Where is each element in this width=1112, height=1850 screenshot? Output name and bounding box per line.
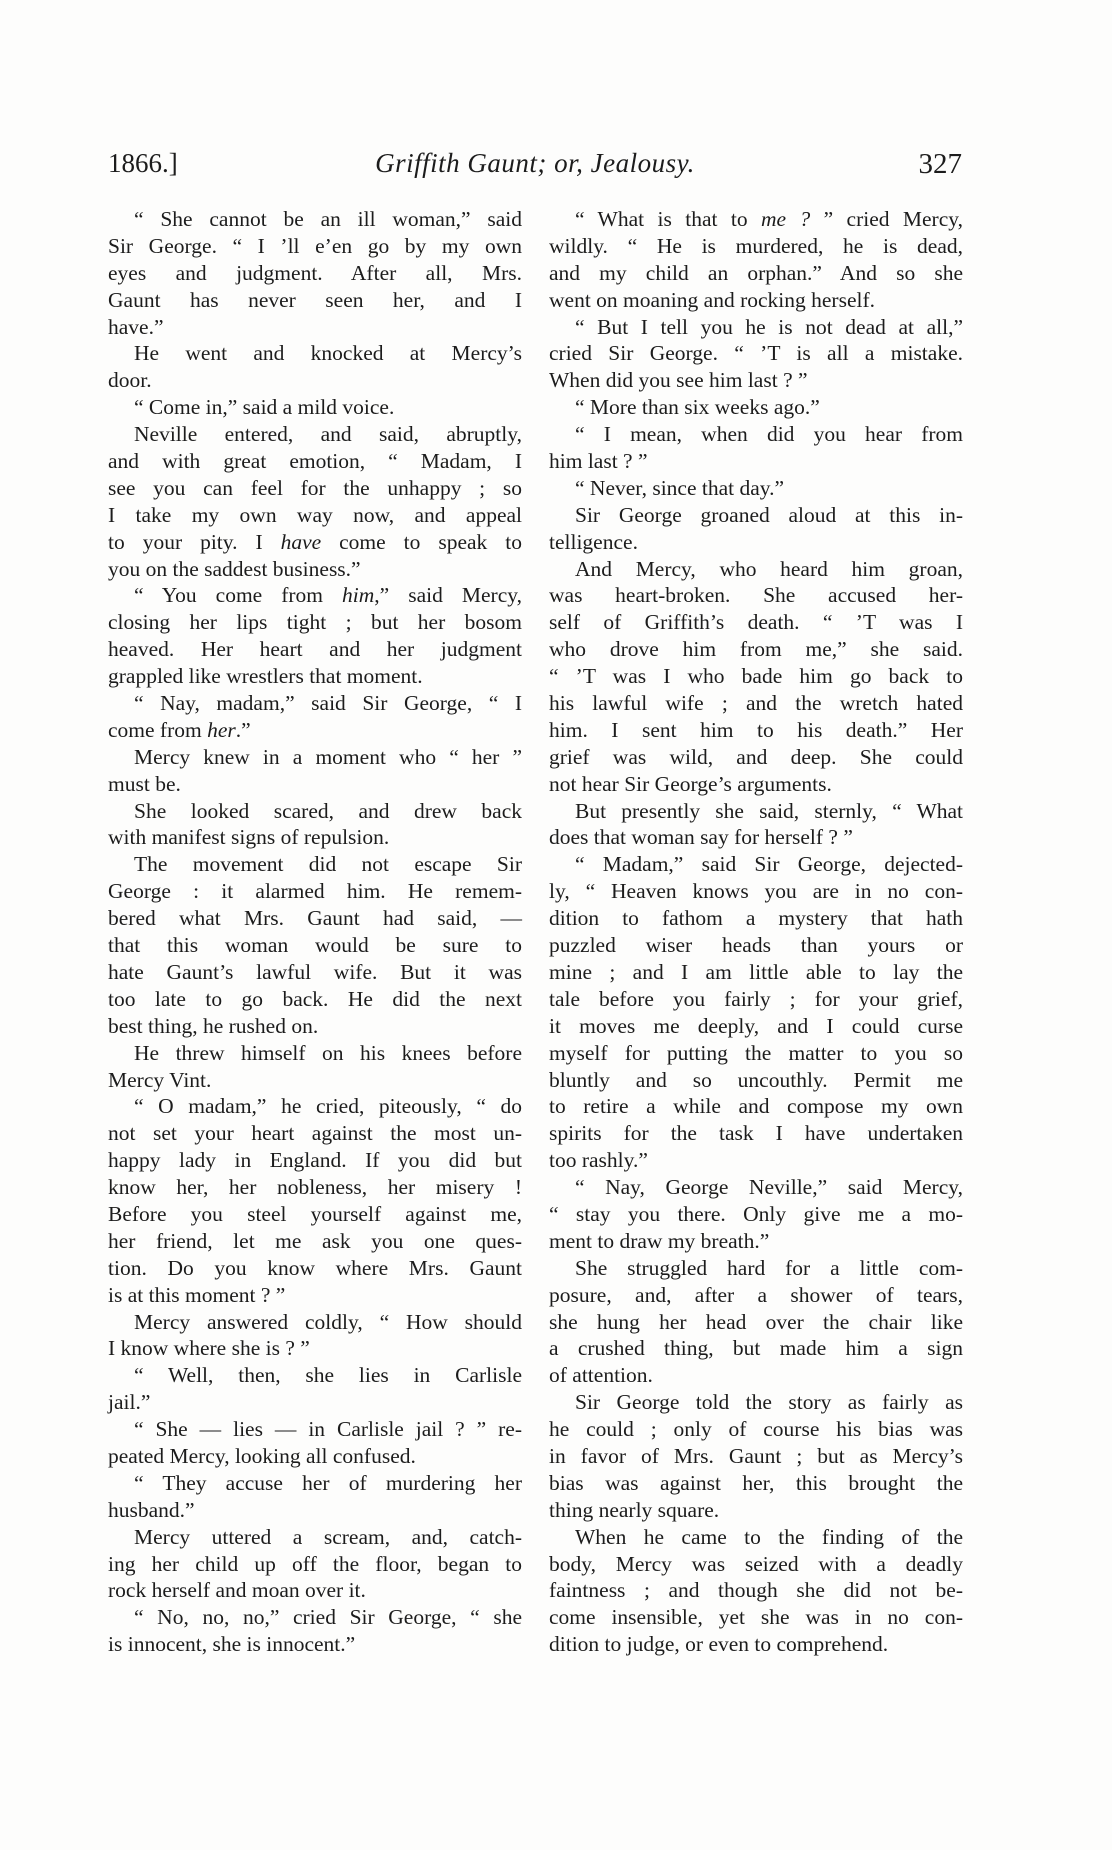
paragraph [108,1362,522,1416]
text-line: Sir George. “ I ’ll e’en go by my own [108,233,522,258]
text-line: Sir George told the story as fairly as [575,1390,963,1415]
page-number: 327 [918,148,962,180]
paragraph [549,1174,963,1255]
text-line: of attention. [549,1363,653,1388]
text-line: with manifest signs of repulsion. [108,825,390,850]
text-line: her friend, let me ask you one ques- [108,1228,522,1253]
text-line: peated Mercy, looking all confused. [108,1443,416,1468]
text-line: He threw himself on his knees before [134,1040,522,1065]
text-line: best thing, he rushed on. [108,1013,319,1038]
text-line: Sir George groaned aloud at this in- [575,502,963,527]
text-line: is innocent, she is innocent.” [108,1632,356,1657]
text-line: not hear Sir George’s arguments. [549,771,832,796]
paragraph [549,502,963,556]
text-line: “ Nay, madam,” said Sir George, “ I [134,691,522,716]
text-column-right [549,206,963,1658]
text-line: The movement did not escape Sir [134,852,522,877]
text-line: is at this moment ? ” [108,1282,286,1307]
paragraph [549,1389,963,1523]
text-line: went on moaning and rocking herself. [549,287,875,312]
text-line: ing her child up off the floor, began to [108,1551,522,1576]
paragraph [108,1416,522,1470]
text-line: door. [108,368,152,393]
header-year: 1866.] [108,148,178,178]
text-line: I take my own way now, and appeal [108,502,522,527]
text-line: I know where she is ? ” [108,1336,310,1361]
text-line: George : it alarmed him. He remem- [108,879,522,904]
text-line: mine ; and I am little able to lay the [549,959,963,984]
text-line: “ Nay, George Neville,” said Mercy, [575,1175,963,1200]
text-line: “ But I tell you he is not dead at all,” [575,314,963,339]
text-line: was heart-broken. She accused her- [549,583,963,608]
text-line: in favor of Mrs. Gaunt ; but as Mercy’s [549,1443,963,1468]
text-line: heaved. Her heart and her judgment [108,637,522,662]
paragraph [108,1093,522,1308]
text-line: spirits for the task I have undertaken [549,1121,963,1146]
italic-text: have [280,529,322,554]
text-line: “ No, no, no,” cried Sir George, “ she [134,1605,522,1630]
text-segment: to your pity. I [108,529,281,554]
text-line: posure, and, after a shower of tears, [549,1282,963,1307]
paragraph [108,1309,522,1363]
text-line: come insensible, yet she was in no con- [549,1605,963,1630]
italic-text: her [207,717,236,742]
text-segment: “ You come from [134,583,343,608]
text-line: see you can feel for the unhappy ; so [108,475,522,500]
paragraph [108,1470,522,1524]
text-line: does that woman say for herself ? ” [549,825,853,850]
text-line: “ They accuse her of murdering her [134,1470,522,1495]
paragraph [108,340,522,394]
paragraph [549,206,963,314]
text-line: husband.” [108,1497,195,1522]
text-line: bluntly and so uncouthly. Permit me [549,1067,963,1092]
text-line: bias was against her, this brought the [549,1470,963,1495]
paragraph [108,1524,522,1605]
text-line: jail.” [108,1390,151,1415]
paragraph [549,556,963,798]
text-line: who drove him from me,” she said. [549,637,963,662]
text-line: grappled like wrestlers that moment. [108,664,423,689]
text-line: too late to go back. He did the next [108,986,522,1011]
text-line: faintness ; and though she did not be- [549,1578,963,1603]
text-line: ment to draw my breath.” [549,1228,770,1253]
paragraph [549,1255,963,1389]
text-line: She struggled hard for a little com- [575,1255,963,1280]
paragraph [108,394,522,421]
paragraph [549,421,963,475]
running-header [108,148,962,188]
paragraph [108,798,522,852]
text-line: “ More than six weeks ago.” [575,395,820,420]
text-line: Mercy Vint. [108,1067,212,1092]
text-line [549,206,963,233]
text-line: too rashly.” [549,1148,648,1173]
text-line: wildly. “ He is murdered, he is dead, [549,233,963,258]
text-line: And Mercy, who heard him groan, [575,556,963,581]
text-line: his lawful wife ; and the wretch hated [549,691,963,716]
text-line: ly, “ Heaven knows you are in no con- [549,879,963,904]
text-segment: ,” said Mercy, [374,583,522,608]
text-line: have.” [108,314,164,339]
text-line: “ She — lies — in Carlisle jail ? ” re- [134,1417,522,1442]
text-line: “ Never, since that day.” [575,475,785,500]
paragraph [108,421,522,582]
text-line: him. I sent him to his death.” Her [549,717,963,742]
text-line: body, Mercy was seized with a deadly [549,1551,963,1576]
text-line: self of Griffith’s death. “ ’T was I [549,610,963,635]
paragraph [549,798,963,852]
text-line: But presently she said, sternly, “ What [575,798,963,823]
text-line: bered what Mrs. Gaunt had said, — [108,906,522,931]
italic-text: me ? [760,207,811,231]
text-line: When he came to the finding of the [575,1524,963,1549]
text-line: “ O madam,” he cried, piteously, “ do [134,1094,522,1119]
text-line: must be. [108,771,181,796]
paragraph [108,851,522,1039]
paragraph [108,206,522,340]
text-segment: come from [108,717,208,742]
text-line: Before you steel yourself against me, [108,1201,522,1226]
text-line: to retire a while and compose my own [549,1094,963,1119]
paragraph [108,582,522,690]
text-line: thing nearly square. [549,1497,720,1522]
text-line: she hung her head over the chair like [549,1309,963,1334]
text-line: puzzled wiser heads than yours or [549,933,963,958]
text-line: and with great emotion, “ Madam, I [108,449,522,474]
text-line: Mercy answered coldly, “ How should [134,1309,522,1334]
header-title: Griffith Gaunt; or, Jealousy. [375,148,695,178]
text-line: tion. Do you know where Mrs. Gaunt [108,1255,522,1280]
text-line: When did you see him last ? ” [549,368,808,393]
text-line: Neville entered, and said, abruptly, [134,422,522,447]
paragraph [549,394,963,421]
text-line: eyes and judgment. After all, Mrs. [108,260,522,285]
text-line: “ Well, then, she lies in Carlisle [134,1363,522,1388]
text-line: “ ’T was I who bade him go back to [549,664,963,689]
paragraph [549,1524,963,1658]
paragraph [108,690,522,744]
text-line: grief was wild, and deep. She could [549,744,963,769]
paragraph [549,475,963,502]
paragraph [549,314,963,395]
text-line [108,582,522,609]
italic-text: him [342,583,375,608]
text-line: “ stay you there. Only give me a mo- [549,1201,963,1226]
text-line: not set your heart against the most un- [108,1121,522,1146]
text-line: cried Sir George. “ ’T is all a mistake. [549,341,963,366]
text-line: he could ; only of course his bias was [549,1417,963,1442]
paragraph [549,851,963,1174]
paragraph [108,1040,522,1094]
text-segment: “ What is that to [575,207,761,231]
text-line: “ She cannot be an ill woman,” said [134,207,522,231]
text-line: dition to fathom a mystery that hath [549,906,963,931]
text-line: Mercy knew in a moment who “ her ” [134,744,522,769]
text-line: it moves me deeply, and I could curse [549,1013,963,1038]
paragraph [108,1604,522,1658]
text-line: myself for putting the matter to you so [549,1040,963,1065]
text-line: rock herself and moan over it. [108,1578,366,1603]
text-line: that this woman would be sure to [108,933,522,958]
text-line: hate Gaunt’s lawful wife. But it was [108,959,522,984]
text-column-left [108,206,522,1658]
text-segment: ” cried Mercy, [810,207,963,231]
text-segment: .” [235,717,251,742]
text-line: him last ? ” [549,449,648,474]
text-line: “ Madam,” said Sir George, dejected- [575,852,963,877]
text-line: telligence. [549,529,638,554]
text-line: “ I mean, when did you hear from [575,422,963,447]
text-line: Mercy uttered a scream, and, catch- [134,1524,522,1549]
text-line: tale before you fairly ; for your grief, [549,986,963,1011]
text-line: “ Come in,” said a mild voice. [134,395,395,420]
text-line: She looked scared, and drew back [134,798,522,823]
text-line: you on the saddest business.” [108,556,361,581]
text-line: closing her lips tight ; but her bosom [108,610,522,635]
text-line: Gaunt has never seen her, and I [108,287,522,312]
text-line: happy lady in England. If you did but [108,1148,522,1173]
text-line [108,529,522,556]
text-line [108,717,522,744]
text-line: He went and knocked at Mercy’s [134,341,522,366]
text-segment: come to speak to [321,529,522,554]
text-line: dition to judge, or even to comprehend. [549,1632,889,1657]
text-line: and my child an orphan.” And so she [549,260,963,285]
text-line: a crushed thing, but made him a sign [549,1336,963,1361]
text-line: know her, her nobleness, her misery ! [108,1175,522,1200]
paragraph [108,744,522,798]
